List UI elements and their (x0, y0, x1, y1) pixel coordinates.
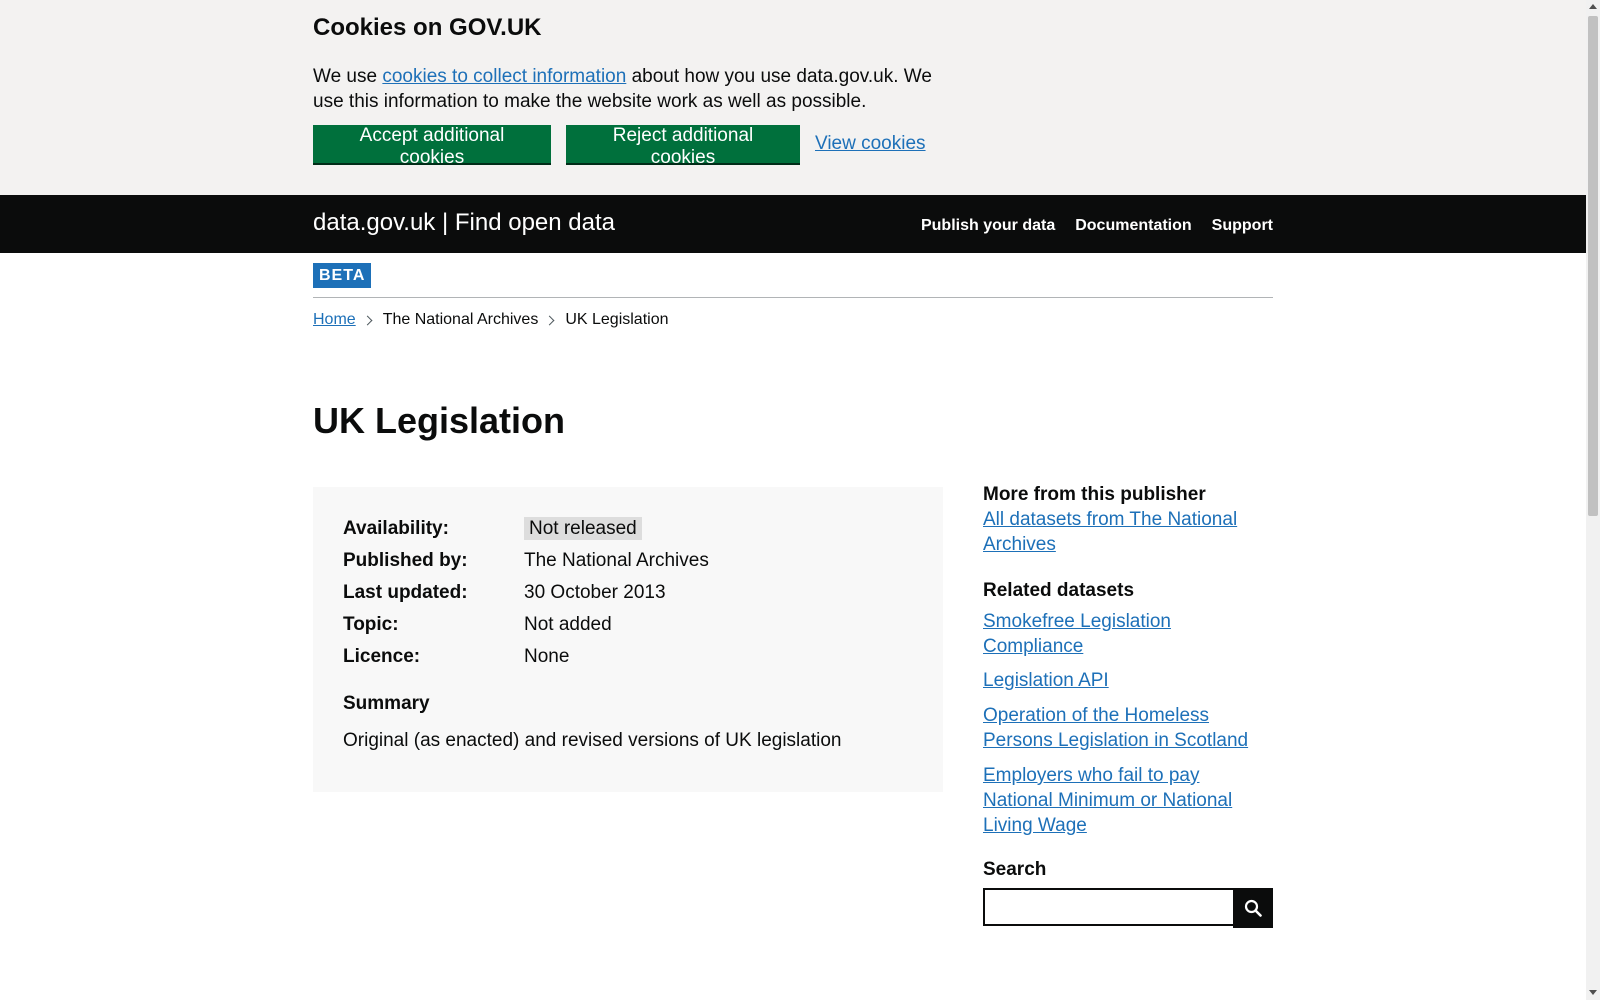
accept-cookies-button[interactable]: Accept additional cookies (313, 125, 551, 163)
site-title-link[interactable]: data.gov.uk | Find open data (313, 209, 616, 236)
breadcrumb (313, 311, 669, 329)
header-nav (921, 217, 1273, 235)
meta-value: None (524, 646, 570, 667)
search-input[interactable] (983, 888, 1241, 926)
breadcrumb-home[interactable]: Home (313, 311, 356, 328)
nav-documentation[interactable]: Documentation (1075, 217, 1192, 234)
search-form (983, 888, 1273, 928)
nav-publish-your-data[interactable]: Publish your data (920, 217, 1056, 234)
scrollbar-thumb[interactable] (1588, 16, 1598, 516)
nav-support[interactable]: Support (1211, 217, 1273, 234)
meta-label: Topic: (343, 614, 399, 635)
availability-tag: Not released (524, 517, 642, 540)
summary-heading: Summary (343, 693, 430, 714)
chevron-right-icon (545, 315, 555, 325)
meta-label: Availability: (343, 518, 449, 539)
page-title: UK Legislation (313, 400, 566, 441)
meta-value: The National Archives (524, 550, 709, 571)
cookie-text-after: about how you use data.gov.uk. We use this information to make the website work as well as possible. (313, 66, 932, 112)
chevron-right-icon (362, 315, 372, 325)
cookies-info-link[interactable]: cookies to collect information (382, 66, 627, 87)
scroll-down-arrow-icon[interactable] (1589, 990, 1597, 995)
related-dataset-link[interactable]: Employers who fail to pay National Minimum or National Living Wage (983, 765, 1233, 836)
meta-label: Licence: (343, 646, 421, 667)
related-dataset-link[interactable]: Smokefree Legislation Compliance (983, 611, 1171, 657)
dataset-metadata (313, 487, 943, 792)
summary-text: Original (as enacted) and revised versions of UK legislation (343, 730, 842, 751)
meta-label: Published by: (343, 550, 468, 571)
reject-cookies-button[interactable]: Reject additional cookies (566, 125, 800, 163)
related-datasets-heading: Related datasets (983, 580, 1135, 601)
site-header (0, 195, 1586, 253)
phase-divider (313, 297, 1273, 298)
cookie-banner (0, 0, 1586, 195)
scroll-up-arrow-icon[interactable] (1589, 4, 1597, 9)
related-dataset-link[interactable]: Operation of the Homeless Persons Legislation in Scotland (983, 705, 1249, 751)
meta-value: 30 October 2013 (524, 582, 666, 603)
all-publisher-datasets-link[interactable]: All datasets from The National Archives (983, 509, 1238, 555)
breadcrumb-publisher: The National Archives (382, 311, 539, 328)
cookie-banner-text (313, 64, 953, 114)
view-cookies-link[interactable]: View cookies (815, 133, 926, 154)
breadcrumb-current: UK Legislation (565, 311, 669, 328)
search-heading: Search (983, 859, 1047, 880)
meta-value (524, 516, 642, 541)
beta-tag: BETA (313, 263, 371, 288)
related-dataset-link[interactable]: Legislation API (983, 670, 1109, 691)
publisher-heading: More from this publisher (983, 484, 1206, 505)
page-scrollbar[interactable] (1586, 0, 1600, 1000)
search-icon (1244, 899, 1262, 917)
cookie-banner-title: Cookies on GOV.UK (313, 14, 542, 41)
search-button[interactable] (1233, 888, 1273, 928)
cookie-text-before: We use (313, 66, 383, 87)
meta-label: Last updated: (343, 582, 468, 603)
meta-value: Not added (524, 614, 612, 635)
